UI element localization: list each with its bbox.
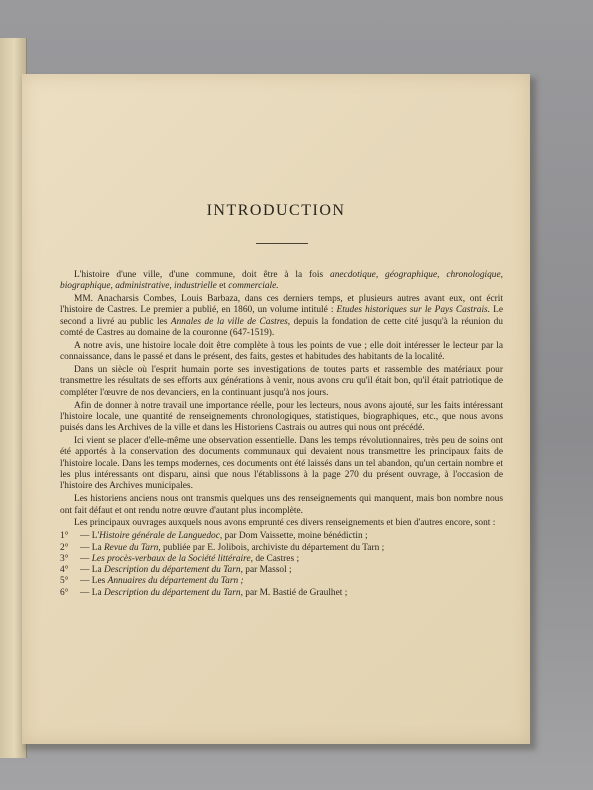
list-number: 4° [60,565,69,576]
list-item: 3° — Les procès-verbaux de la Société littéraire, de Castres ; [60,553,300,564]
list-number: 1° [60,531,69,542]
book-page [22,74,530,744]
body-text [60,270,503,599]
list-item: 2° — La Revue du Tarn, publiée par E. Jolibois, archiviste du département du Tarn ; [60,542,385,553]
list-item: 5° — Les Annuaires du département du Tarn ; [60,576,244,587]
list-number: 6° [60,587,69,598]
paragraph-2: MM. Anacharsis Combes, Louis Barbaza, dans ces derniers temps, et plusieurs autres avant eux, ont écrit l'histoire de Castres. Le premier a publié, en 1860, un volume intitulé : Etudes historiques sur le Pays Castrais. Le second a livré au public les Annales de la ville de Castres, depuis la fondation de cette cité jusqu'à la réunion du comté de Castres au domaine de la couronne (647-1519). [60,294,503,339]
title-rule [256,243,308,244]
paragraph-5: Afin de donner à notre travail une importance réelle, pour les lecteurs, nous avons ajouté, sur les faits intéressant l'histoire locale, une quantité de renseignements chronologiques, statistiques, biographiques, etc., que nous avons puisés dans les Archives de la ville et dans les Historiens Castrais ou autres qui nous ont précédé. [60,400,503,434]
paragraph-6: Ici vient se placer d'elle-même une observation essentielle. Dans les temps révolutionnaires, très peu de soins ont été apportés à la conservation des documents communaux qui devaient nous transmettre les principaux faits de l'histoire locale. Dans les temps modernes, ces documents ont été laissés dans un tel abandon, qu'un certain nombre et les plus intéressants ont disparu, ainsi que nous l'établissons à la page 270 du présent ouvrage, à l'occasion de l'histoire des Archives municipales. [60,436,503,492]
list-item: 1° — L'Histoire générale de Languedoc, par Dom Vaissette, moine bénédictin ; [60,531,368,542]
paragraphs [60,270,503,530]
list-number: 2° [60,542,69,553]
list-number: 3° [60,553,69,564]
paragraph-4: Dans un siècle où l'esprit humain porte ses investigations de toutes parts et rassemble des matériaux pour transmettre les résultats de ses efforts aux générations à venir, nous avons cru qu'il était bon, qu'il était patriotique de compléter l'œuvre de nos devanciers, en la continuant jusqu'à nos jours. [60,365,503,398]
paragraph-3: A notre avis, une histoire locale doit être complète à tous les points de vue ; elle doit intéresser le lecteur par la connaissance, dans le passé et dans le présent, des faits, gestes et habitudes des habitants de la localité. [60,340,503,363]
list-item: 6° — La Description du département du Tarn, par M. Bastié de Graulhet ; [60,587,348,598]
sources-list [60,531,503,599]
paragraph-8: Les principaux ouvrages auxquels nous avons emprunté ces divers renseignements et bien d'autres encore, sont : [74,518,496,529]
list-number: 5° [60,576,69,587]
list-item: 4° — La Description du département du Tarn, par Massol ; [60,565,292,576]
paragraph-7: Les historiens anciens nous ont transmis quelques uns des renseignements qui manquent, mais bon nombre nous ont fait défaut et ont rendu notre œuvre d'autant plus incomplète. [60,494,503,516]
page-title: INTRODUCTION [206,202,346,219]
paragraph-1: L'histoire d'une ville, d'une commune, doit être à la fois anecdotique, géographique, chronologique, biographique, administrative, industrielle et commerciale. [60,270,503,292]
